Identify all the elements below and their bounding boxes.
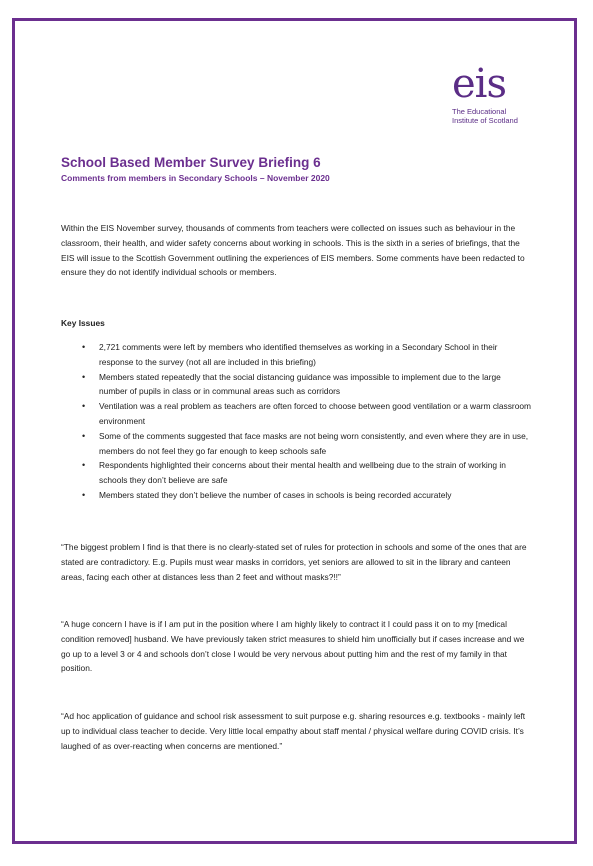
intro-paragraph: Within the EIS November survey, thousands of comments from teachers were collected on issues such as behaviour in the classroom, their health, and wider safety concerns about working in schools. This is the sixth in a series of briefings, that the EIS will issue to the Scottish Government outlining the experiences of EIS members. Some comments have been redacted to ensure they do not identify individual schools or members. — [61, 223, 525, 278]
member-quote: “A huge concern I have is if I am put in the position where I am highly likely to contract it I could pass it on to my [medical condition removed] husband. We have previously taken strict measures to shield him unofficially but if cases increase and we go up to a level 3 or 4 and schools don’t close I would be very nervous about putting him and the rest of my family in that position. — [61, 619, 525, 674]
logo-subtitle — [452, 107, 562, 125]
member-quote: “The biggest problem I find is that there is no clearly-stated set of rules for protection in schools and some of the ones that are stated are contradictory. E.g. Pupils must wear masks in corridors, yet seniors are allowed to sit in the library and canteen areas, facing each other at distances less than 2 feet and without masks?!!” — [61, 542, 527, 582]
bullet-icon: • — [82, 430, 86, 441]
list-item — [61, 429, 531, 459]
issue-text: Ventilation was a real problem as teachers are often forced to choose between good ventilation or a warm classroom environment — [99, 401, 532, 426]
member-quote: “Ad hoc application of guidance and school risk assessment to suit purpose e.g. sharing resources e.g. textbooks - mainly left up to individual class teacher to decide. Very little local empathy about staff mental / physical welfare during COVID crisis. It’s laughed of as over-reacting when concerns are mentioned.” — [61, 711, 526, 751]
issue-text: Members stated they don’t believe the number of cases in schools is being recorded accurately — [99, 489, 452, 500]
key-issues-list — [61, 340, 531, 503]
bullet-icon: • — [82, 489, 86, 500]
key-issues-heading: Key Issues — [61, 318, 105, 328]
document-subtitle: Comments from members in Secondary Schools – November 2020 — [61, 173, 330, 183]
logo-subtitle-line-1: The Educational — [452, 107, 507, 116]
bullet-icon: • — [82, 460, 86, 471]
logo-wordmark: eis — [452, 61, 506, 107]
list-item — [61, 488, 531, 503]
issue-text: Members stated repeatedly that the social distancing guidance was impossible to implement due to the large number of pupils in class or in communal areas such as corridors — [99, 371, 501, 397]
issue-text: Some of the comments suggested that face masks are not being worn consistently, and even where they are in use, members do not feel they go far enough to keep schools safe — [99, 430, 529, 456]
bullet-icon: • — [82, 342, 86, 352]
list-item — [61, 399, 531, 429]
list-item — [61, 340, 531, 370]
eis-logo — [452, 61, 562, 125]
list-item — [61, 458, 531, 488]
issue-text: 2,721 comments were left by members who identified themselves as working in a Secondary School in their response to the survey (not all are included in this briefing) — [99, 342, 498, 367]
document-title: School Based Member Survey Briefing 6 — [61, 155, 321, 170]
logo-subtitle-line-2: Institute of Scotland — [452, 116, 518, 125]
bullet-icon: • — [82, 401, 86, 412]
bullet-icon: • — [82, 371, 86, 382]
list-item — [61, 370, 531, 400]
issue-text: Respondents highlighted their concerns about their mental health and wellbeing due to the strain of working in schools they don’t believe are safe — [99, 460, 506, 486]
